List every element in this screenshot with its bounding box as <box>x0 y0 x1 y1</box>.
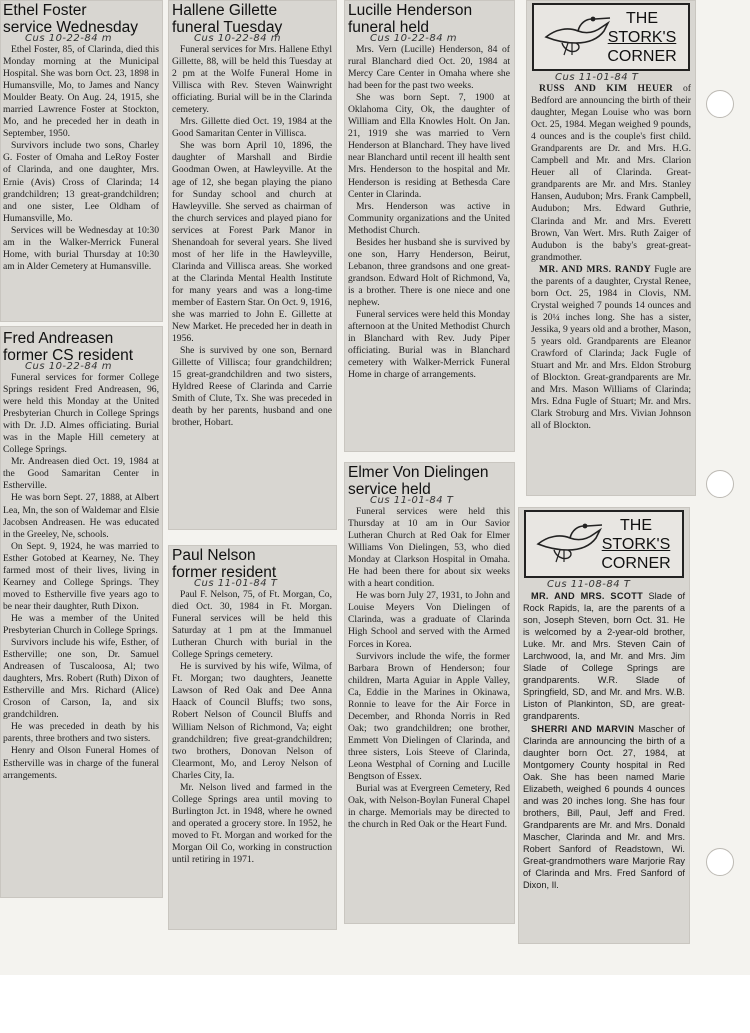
clipping-lucille-henderson <box>344 0 515 452</box>
paragraph: Mrs. Gillette died Oct. 19, 1984 at the Good Samaritan Center in Villisca. <box>172 116 332 140</box>
headline-line1: Hallene Gillette <box>172 2 278 19</box>
headline-line2: funeral Tuesday <box>172 19 283 36</box>
binder-hole <box>706 470 734 498</box>
paragraph: Funeral services were held this Thursday at 10 am in Our Savior Lutheran Church at Red Oak for Elmer Williams Von Dielingen, 53, who died Monday at Clarkson Hospital in Omaha. He had been there for about six weeks with a heart condition. <box>348 506 510 590</box>
headline-line1: Paul Nelson <box>172 547 256 564</box>
paragraph: Mr. Andreasen died Oct. 19, 1984 at the Good Samaritan Center in Estherville. <box>3 456 159 492</box>
binder-hole <box>706 90 734 118</box>
title-line: THE <box>626 10 658 27</box>
title-line: STORK'S <box>601 536 671 553</box>
clipping-paul-nelson <box>168 545 337 930</box>
paragraph: She was born April 10, 1896, the daughter of Marshall and Birdie Goodman Owen, at Hawleyville. At the age of 12, she began playing the piano for Sunday school and church at Hawleyville. She served as chairman of the church services and played piano for services at Forest Park Manor in Shenandoah for several years. She lived most of her life in the Hawleyville, Clarinda and Villisca areas. She worked at the Clarinda Mental Health Institute for many years and was a long-time member of Eastern Star. On Oct. 9, 1916, she was married to John E. Gillette at New Market. He preceded her in death in 1956. <box>172 140 332 345</box>
storks-corner-header <box>532 3 690 71</box>
paragraph: Mrs. Vern (Lucille) Henderson, 84 of rural Blanchard died Oct. 20, 1984 at Mercy Care Center in Omaha where she had been for the past two weeks. <box>348 44 510 92</box>
headline-line2: funeral held <box>348 19 430 36</box>
paragraph: Slade of Rock Rapids, Ia, are the parents of a son, Joseph Steven, born Oct. 31. He is welcomed by a 2-year-old brother, Luke. Mr. and Mrs. Steven Cain of Larchwood, Ia, and Mr. and Mrs. Jim Slade of College Springs are grandparents. W.R. Slade of Springfield, SD, and Mr. and Mrs. W.B. Liston of Plankinton, SD, are great-grandparents. <box>523 591 685 722</box>
clipping-storks-corner-1 <box>526 0 696 496</box>
paragraph: Mrs. Henderson was active in Community organizations and the United Methodist Church. <box>348 200 510 236</box>
paragraph: Funeral services for former College Springs resident Fred Andreasen, 96, were held this Monday at the United Presbyterian Church in College Springs with Dr. J.D. Almes officiating. Burial was in the Maple Hill cemetery at College Springs. <box>3 372 159 456</box>
headline-line1: Fred Andreasen <box>3 330 114 347</box>
clipping-fred-andreasen <box>0 326 163 898</box>
headline-line1: Ethel Foster <box>3 2 87 19</box>
storks-corner-title <box>596 516 676 573</box>
headline-line1: Elmer Von Dielingen <box>348 464 489 481</box>
clipping-ethel-foster <box>0 0 163 322</box>
announcement-lead: SHERRI AND MARVIN <box>531 723 635 734</box>
paragraph: Fugle are the parents of a daughter, Crystal Renee, born Oct. 25, 1984 in Clovis, NM. Crystal weighed 7 pounds 14 ounces and is 20¼ inches long. She has a sister, Jessika, 9 years old and a brother, Mason, 5 years old. Grandparents are Eleanor Crawford of Clarinda; Jack Fugle of Stuart and Mr. and Mrs. Eldon Stroburg of Blockton. Great-grandparents are Mr. and Mrs. Mason Williams of Clarinda; Mrs. Edna Fugle of Stuart; Mr. and Mrs. Clark Stroburg and Mrs. Vivian Johnson all of Blockton. <box>531 263 692 432</box>
storks-corner-header <box>524 510 684 578</box>
date-note: Cus 10-22-84 m <box>25 33 113 44</box>
headline-line2: former resident <box>172 564 277 581</box>
paragraph: She was born Sept. 7, 1900 at Oklahoma City, Ok, the daughter of William and Ella Knowles Holt. On Jan. 21, 1919 she was married to Vern Henderson at Blanchard. They have lived near Blanchard until recent ill health sent Mrs. Henderson to the hospital and Mr. Henderson is residing at Bethesda Care Center in Clarinda. <box>348 92 510 200</box>
paragraph: Paul F. Nelson, 75, of Ft. Morgan, Co, died Oct. 30, 1984 in Ft. Morgan. Funeral services will be held this Saturday at 1 pm at the Immanuel Lutheran Church with burial in the College Springs cemetery. <box>172 589 332 661</box>
date-note: Cus 11-01-84 T <box>194 578 278 589</box>
headline-line2: former CS resident <box>3 347 134 364</box>
paragraph: Burial was at Evergreen Cemetery, Red Oak, with Nelson-Boylan Funeral Chapel in charge. Memorials may be directed to the church in Red Oak or the Heart Fund. <box>348 783 510 831</box>
clipping-hallene-gillette <box>168 0 337 530</box>
binder-hole <box>706 848 734 876</box>
headline-line1: Lucille Henderson <box>348 2 473 19</box>
paragraph: Survivors include the wife, the former Barbara Brown of Henderson; four children, Marta Aguiar in Apple Valley, Ca, Eddie in the Marines in Okinawa, Ronnie to leave for the Air Force in December, and Rhonda Norris in Red Oak; two grandchildren; one brother, Emmett Von Dielingen of Clarinda, and three sisters, Lois Steeve of Clarinda, Leona Westphal of Corning and Lucille Bengtson of Essex. <box>348 650 510 783</box>
paragraph: He is survived by his wife, Wilma, of Ft. Morgan; two daughters, Jeanette Lawson of Red Oak and Dee Anna Haack of Council Bluffs; two sons, Robert Nelson of Council Bluffs and William Nelson of Richmond, Va; eight grandchildren; five great-grandchildren; two brothers, Donovan Nelson of Clearmont, Mo, and Leroy Nelson of Charles City, Ia. <box>172 661 332 781</box>
storks-corner-title <box>602 9 682 66</box>
paragraph: Besides her husband she is survived by one son, Harry Henderson, Beirut, Lebanon, three grandsons and one great-grandson. Edward Holt of Richmond, Va, is a brother. There is one niece and one nephew. <box>348 236 510 308</box>
paragraph: Mr. Nelson lived and farmed in the College Springs area until moving to Burlington Jct. in 1948, where he owned and operated a grocery store. In 1952, he moved to Ft. Morgan and worked for the Morgan Oil Co, working in construction until retiring in 1971. <box>172 781 332 866</box>
date-note: Cus 11-08-84 T <box>547 579 631 590</box>
paragraph: Services will be Wednesday at 10:30 am in the Walker-Merrick Funeral Home, with burial Thursday at 10:30 am in Alder Cemetery at Humansville. <box>3 224 159 272</box>
headline-line2: service Wednesday <box>3 19 138 36</box>
date-note: Cus 11-01-84 T <box>555 72 639 83</box>
paragraph: He was born Sept. 27, 1888, at Albert Lea, Mn, the son of Waldemar and Elsie Jacobsen Andreasen. He was educated in the Greeley, Ne, schools. <box>3 492 159 540</box>
paragraph: He was born July 27, 1931, to John and Louise Meyers Von Dielingen of Clarinda, was a graduate of Clarinda High School and served with the Armed Forces in Korea. <box>348 590 510 650</box>
paragraph: of Bedford are announcing the birth of their daughter, Megan Louise who was born Oct. 25, 1984. Megan weighed 9 pounds, 4 ounces and is the couple's first child. Grandparents are Dr. and Mrs. H.G. Campbell and Mr. and Mrs. Clarion Heuer all of Clarinda. Great-grandparents are Mr. and Mrs. Stanley Hansen, Audubon; Mrs. Frank Campbell, Audubon; Mrs. Edward Guthrie, Clarinda and Mr. and Mrs. Everett Brown, Van Wert. Mrs. Ruth Zaiger of Audubon is the baby's great-great-grandmother. <box>531 83 691 263</box>
paragraph: Henry and Olson Funeral Homes of Estherville was in charge of the funeral arrangements. <box>3 745 159 781</box>
announcement-lead: RUSS AND KIM HEUER <box>539 83 674 94</box>
announcement-lead: MR. AND MRS. RANDY <box>539 263 652 275</box>
paragraph: Funeral services were held this Monday afternoon at the United Methodist Church in Blanchard with Rev. Judy Piper officiating. Burial was in Blanchard cemetery with Walker-Merrick Funeral Home in charge of arrangements. <box>348 309 510 381</box>
date-note: Cus 10-22-84 m <box>370 33 458 44</box>
title-line: THE <box>620 517 652 534</box>
paragraph: Survivors include two sons, Charley G. Foster of Omaha and LeRoy Foster of Clarinda, and one daughter, Mrs. Ernie (Avis) Cross of Clarinda; 14 grandchildren; 13 great-grandchildren; and one sister, Lee Oldham of Humansville, Mo. <box>3 140 159 224</box>
date-note: Cus 11-01-84 T <box>370 495 454 506</box>
clipping-storks-corner-2 <box>518 507 690 944</box>
paragraph: He was preceded in death by his parents, three brothers and two sisters. <box>3 721 159 745</box>
paragraph: She is survived by one son, Bernard Gillette of Villisca; four grandchildren; 15 great-grandchildren and two sisters, Hyldred Reese of Clarinda and Carrie Smith of Clute, Tx. She was preceded in death by her parents, husband and one brother, Hobart. <box>172 345 332 429</box>
date-note: Cus 10-22-84 m <box>25 361 113 372</box>
paragraph: He was a member of the United Presbyterian Church in College Springs. <box>3 612 159 636</box>
paragraph: On Sept. 9, 1924, he was married to Esther Gotobed at Kearney, Ne. They farmed most of their lives, living in Kearney and College Springs. They moved to Estherville five years ago to be near their daughter, Ruth Dixon. <box>3 540 159 612</box>
title-line: CORNER <box>607 48 677 65</box>
announcement-lead: MR. AND MRS. SCOTT <box>531 591 644 601</box>
paragraph: Survivors include his wife, Esther, of Estherville; one son, Dr. Samuel Andreasen of Tuscaloosa, Al; two daughters, Mrs. Robert (Ruth) Dixon of Estherville and Mrs. Richard (Alice) Croson of Carson, Ia, and six grandchildren. <box>3 637 159 721</box>
date-note: Cus 10-22-84 m <box>194 33 282 44</box>
clipping-elmer-von-dielingen <box>344 462 515 924</box>
title-line: CORNER <box>601 555 671 572</box>
paragraph: Funeral services for Mrs. Hallene Ethyl Gillette, 88, will be held this Tuesday at 2 pm at the Wolfe Funeral Home in Villisca with Rev. Steven Wainwright officiating. Burial will be in the Clarinda cemetery. <box>172 44 332 116</box>
title-line: STORK'S <box>607 29 677 46</box>
paragraph: Mascher of Clarinda are announcing the birth of a daughter born Oct. 27, 1984, at Montgomery County hospital in Red Oak. She has been named Marie Elizabeth, weighed 6 pounds 4 ounces and was 20 inches long. She has four brothers, Bill, Paul, Jeff and Fred. Grandparents are Mr. and Mrs. Donald Mascher, Clarinda and Mr. and Mrs. Robert Sanford of Readstown, Wi. Great-grandmothers ware Marjorie Ray of Clarinda and Mrs. Fred Sanford of Dixon, Il. <box>523 723 685 891</box>
paragraph: Ethel Foster, 85, of Clarinda, died this Monday morning at the Municipal Hospital. She was born Oct. 23, 1898 in Humansville, Mo, to James and Nancy Moulder Beaty. On Aug. 24, 1915, she married Lawrence Foster at Stockton, Mo, and he preceded her in death in September, 1950. <box>3 44 159 140</box>
headline-line2: service held <box>348 481 431 498</box>
